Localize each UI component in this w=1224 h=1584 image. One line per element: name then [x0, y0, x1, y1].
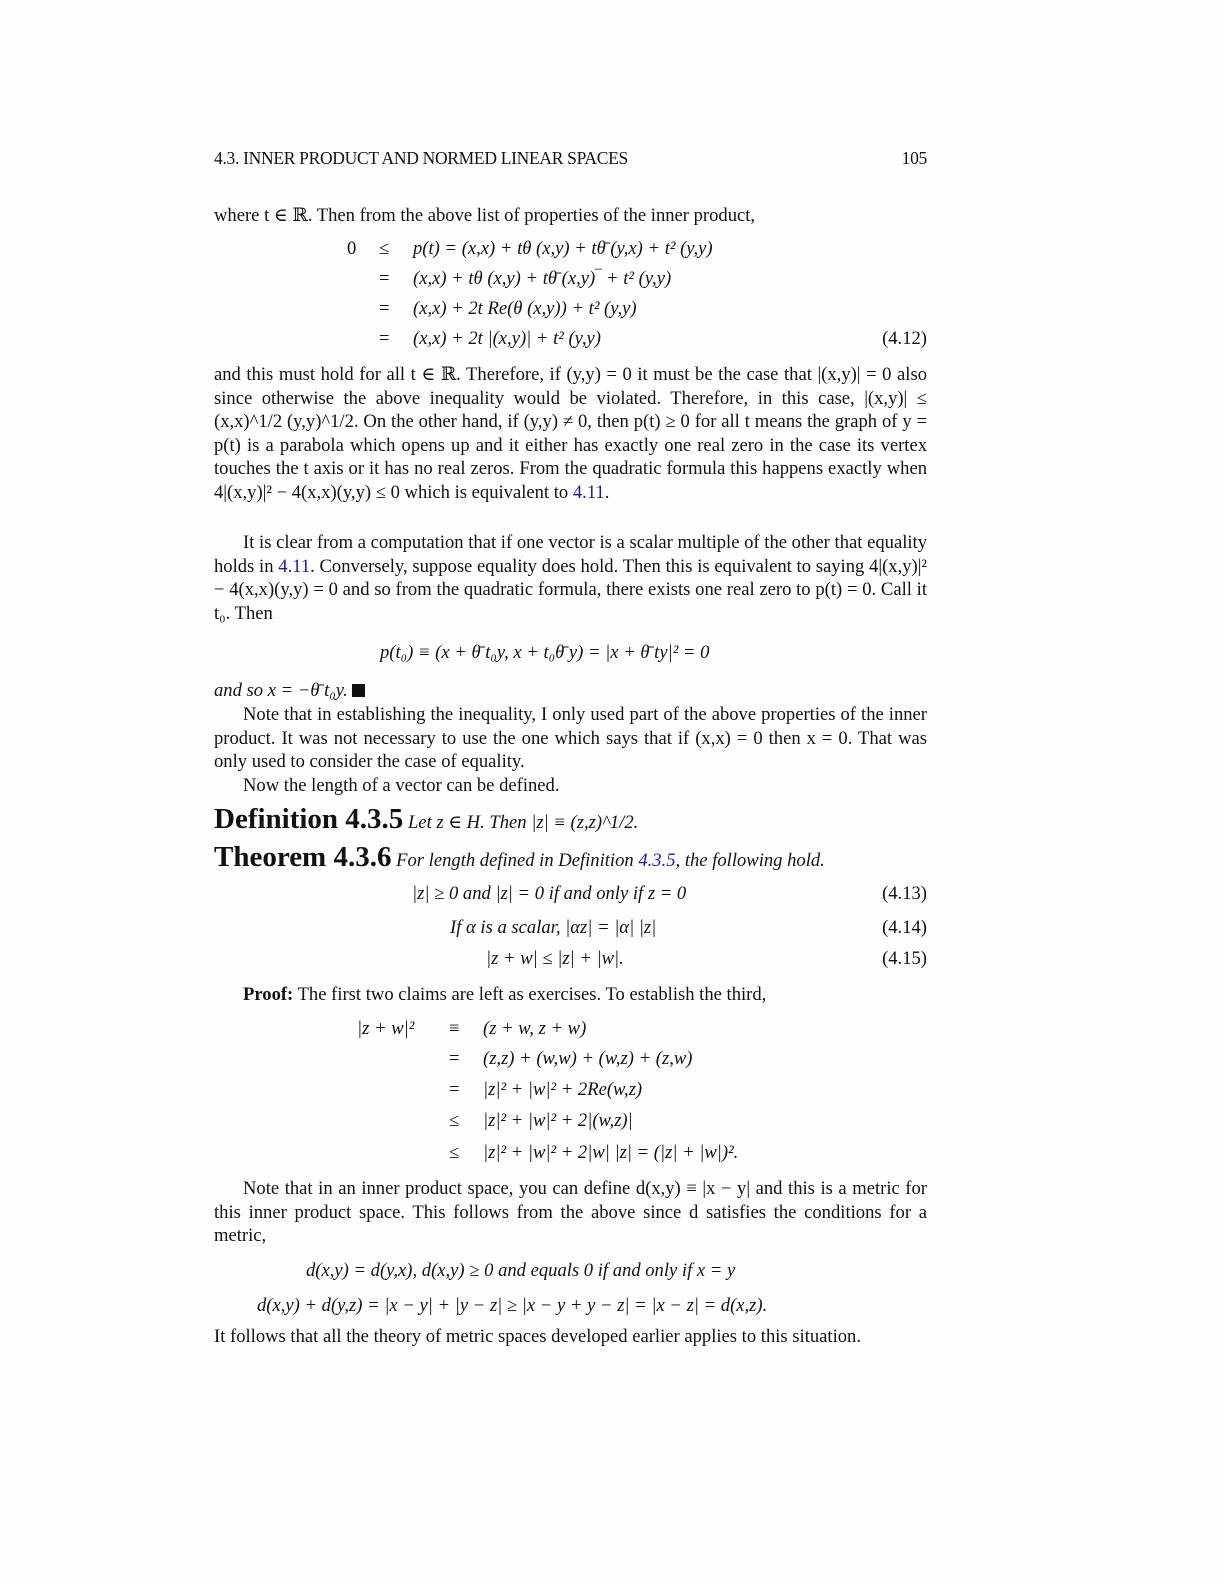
paragraph-2-text-a: It is clear from a computation that if one vector is a scalar multiple of the other that equality holds in	[214, 532, 927, 577]
definition-body: Let z ∈ H. Then |z| ≡ (z,z)^1/2.	[407, 812, 639, 833]
section-title: 4.3. INNER PRODUCT AND NORMED LINEAR SPACES	[214, 148, 628, 168]
proof-paragraph	[214, 983, 927, 1007]
page-number: 105	[901, 148, 927, 168]
paragraph-5: Note that in an inner product space, you can define d(x,y) ≡ |x − y| and this is a metric for this inner product space. This follows from the above since d satisfies the conditions for a metric,	[214, 1178, 927, 1246]
paragraph-2-text-b: . Conversely, suppose equality does hold. Then this is equivalent to saying 4|(x,y)|² − 4(x,x)(y,y) = 0 and so from the quadratic formula, there exists one real zero to p(t) = 0. Call it t₀. Then	[214, 555, 927, 624]
equation-label: (4.15)	[882, 948, 927, 969]
paragraph-1-text: and this must hold for all t ∈ ℝ. Therefore, if (y,y) = 0 it must be the case that |(x,y)| = 0 also since otherwise the above inequality would be violated. Therefore, in this case, |(x,y)| ≤ (x,x)^1/2 (y,y)^1/2. On the other hand, if (y,y) ≠ 0, then p(t) ≥ 0 for all t means the graph of y = p(t) is a parabola which opens up and it either has exactly one real zero in the case its vertex touches the t axis or it has no real zeros. From the quadratic formula this happens exactly when 4|(x,y)|² − 4(x,x)(y,y) ≤ 0 which is equivalent to	[214, 364, 927, 503]
eq2-row-0: (z + w, z + w)	[483, 1018, 587, 1039]
equation-label: (4.13)	[882, 883, 927, 904]
eq1-lhs: 0	[347, 238, 357, 259]
eq2-rel-1: =	[449, 1048, 460, 1069]
eq1-rel-3: =	[379, 328, 390, 349]
paragraph-3: Note that in establishing the inequality, I only used part of the above properties of the inner product. It was not necessary to use the one which says that if (x,x) = 0 then x = 0. That was only used to consider the case of equality.	[214, 704, 927, 772]
qed-square-icon	[352, 684, 365, 697]
and-so-line	[214, 679, 927, 703]
eq1-row-1: (x,x) + tθ (x,y) + tθ̄ (x,y)‾ + t² (y,y)	[413, 268, 672, 289]
eq2-row-2: |z|² + |w|² + 2Re(w,z)	[483, 1079, 643, 1100]
equation-ref-link[interactable]: 4.11	[278, 555, 311, 577]
and-so-text: and so x = −θ̄ t₀y.	[214, 680, 348, 701]
theorem-body-a: For length defined in Definition	[396, 850, 634, 871]
running-header	[214, 148, 927, 169]
eq2-row-4: |z|² + |w|² + 2|w| |z| = (|z| + |w|)².	[483, 1142, 739, 1163]
equation-ref-link[interactable]: 4.11	[572, 481, 605, 503]
proof-label: Proof:	[243, 984, 294, 1005]
eq1-row-2: (x,x) + 2t Re(θ (x,y)) + t² (y,y)	[413, 298, 637, 319]
theorem-4-3-6	[214, 840, 927, 878]
equation-label: (4.12)	[882, 328, 927, 349]
theorem-eq-4-15: |z + w| ≤ |z| + |w|.	[486, 948, 624, 969]
paragraph-4: Now the length of a vector can be defined.	[243, 775, 560, 796]
equation-label: (4.14)	[882, 917, 927, 938]
paragraph-2	[214, 531, 927, 625]
eq1-rel-0: ≤	[379, 238, 390, 259]
eq1-row-3: (x,x) + 2t |(x,y)| + t² (y,y)	[413, 328, 601, 349]
metric-eq-2: d(x,y) + d(y,z) = |x − y| + |y − z| ≥ |x − y + y − z| = |x − z| = d(x,z).	[257, 1295, 768, 1316]
eq1-row-0: p(t) = (x,x) + tθ (x,y) + tθ̄ (y,x) + t² (y,y)	[413, 238, 713, 259]
eq2-rel-3: ≤	[449, 1110, 460, 1131]
eq2-rel-2: =	[449, 1079, 460, 1100]
eq2-lhs: |z + w|²	[357, 1018, 415, 1039]
eq2-rel-4: ≤	[449, 1142, 460, 1163]
metric-eq-1: d(x,y) = d(y,x), d(x,y) ≥ 0 and equals 0 if and only if x = y	[306, 1260, 736, 1281]
definition-ref-link[interactable]: 4.3.5	[638, 850, 676, 871]
eq2-row-1: (z,z) + (w,w) + (w,z) + (z,w)	[483, 1048, 693, 1069]
definition-4-3-5	[214, 802, 927, 840]
conclusion-paragraph: It follows that all the theory of metric spaces developed earlier applies to this situation.	[214, 1326, 861, 1347]
equation-p-t0: p(t₀) ≡ (x + θ̄ t₀y, x + t₀θ̄ y) = |x + θ̄ ty|² = 0	[380, 642, 710, 663]
theorem-eq-4-14: If α is a scalar, |αz| = |α| |z|	[450, 917, 657, 938]
definition-title: Definition 4.3.5	[214, 803, 404, 835]
intro-text: where t ∈ ℝ. Then from the above list of properties of the inner product,	[214, 205, 756, 226]
theorem-eq-4-13: |z| ≥ 0 and |z| = 0 if and only if z = 0	[412, 883, 687, 904]
eq1-rel-2: =	[379, 298, 390, 319]
theorem-title: Theorem 4.3.6	[214, 841, 392, 873]
paragraph-1: and this must hold for all t ∈ ℝ. Therefore, if (y,y) = 0 it must be the case that |(x,y)| = 0 also since otherwise the above inequality would be violated. Therefore, in this case, |(x,y)| ≤ (x,x)^1/2 (y,y)^1/2. On the other hand, if (y,y) ≠ 0, then p(t) ≥ 0 for all t means the graph of y = p(t) is a parabola which opens up and it either has exactly one real zero in the case its vertex touches the t axis or it has no real zeros. From the quadratic formula this happens exactly when 4|(x,y)|² − 4(x,x)(y,y) ≤ 0 which is equivalent to 4.11.	[214, 364, 927, 503]
theorem-body-b: , the following hold.	[675, 850, 825, 871]
eq1-rel-1: =	[379, 268, 390, 289]
proof-text: The first two claims are left as exercises. To establish the third,	[297, 984, 767, 1005]
eq2-row-3: |z|² + |w|² + 2|(w,z)|	[483, 1110, 633, 1131]
eq2-rel-0: ≡	[449, 1018, 460, 1039]
